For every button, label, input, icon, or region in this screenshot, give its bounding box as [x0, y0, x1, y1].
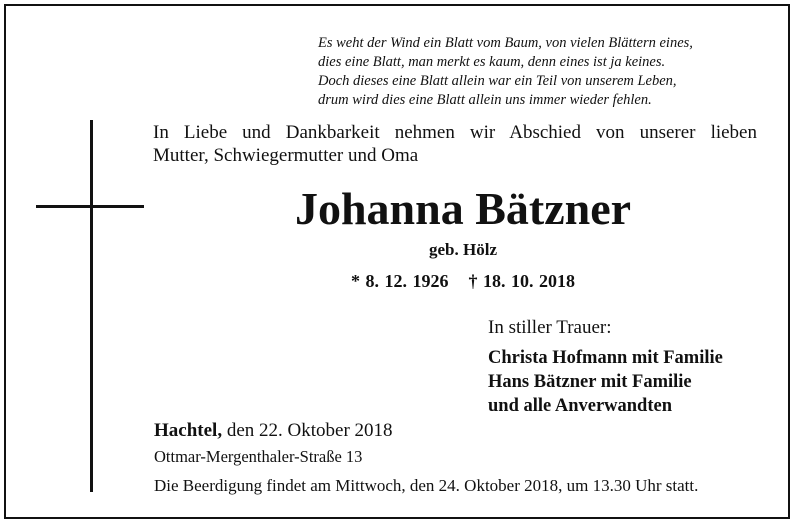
date: den 22. Oktober 2018 — [222, 420, 393, 441]
intro-text — [153, 121, 757, 167]
deceased-name: Johanna Bätzner — [294, 183, 632, 234]
birth-date: * 8. 12. 1926 — [351, 271, 449, 291]
street-address: Ottmar-Mergenthaler-Straße 13 — [154, 447, 363, 466]
birth-name: geb. Hölz — [429, 240, 497, 259]
life-dates — [123, 271, 800, 292]
mourner: und alle Anverwandten — [488, 396, 673, 416]
intro-line: Mutter, Schwiegermutter und Oma — [153, 145, 419, 166]
poem — [318, 34, 778, 110]
funeral-notice: Die Beerdigung findet am Mittwoch, den 24. Oktober 2018, um 13.30 Uhr statt. — [154, 476, 699, 495]
place: Hachtel, — [154, 420, 223, 441]
mourner: Hans Bätzner mit Familie — [488, 372, 692, 392]
mourners-list — [488, 346, 723, 418]
death-date: † 18. 10. 2018 — [468, 271, 575, 291]
poem-line: drum wird dies eine Blatt allein uns immer wieder fehlen. — [318, 92, 652, 108]
intro-line: In Liebe und Dankbarkeit nehmen wir Abschied von unserer lieben — [153, 122, 757, 143]
poem-line: Es weht der Wind ein Blatt vom Baum, von vielen Blättern eines, — [318, 35, 693, 51]
poem-line: Doch dieses eine Blatt allein war ein Teil von unserem Leben, — [318, 73, 677, 89]
place-date — [154, 420, 393, 442]
mourning-heading: In stiller Trauer: — [488, 317, 612, 338]
cross-icon — [90, 120, 93, 492]
mourner: Christa Hofmann mit Familie — [488, 348, 723, 368]
poem-line: dies eine Blatt, man merkt es kaum, denn eines ist ja keines. — [318, 54, 666, 70]
